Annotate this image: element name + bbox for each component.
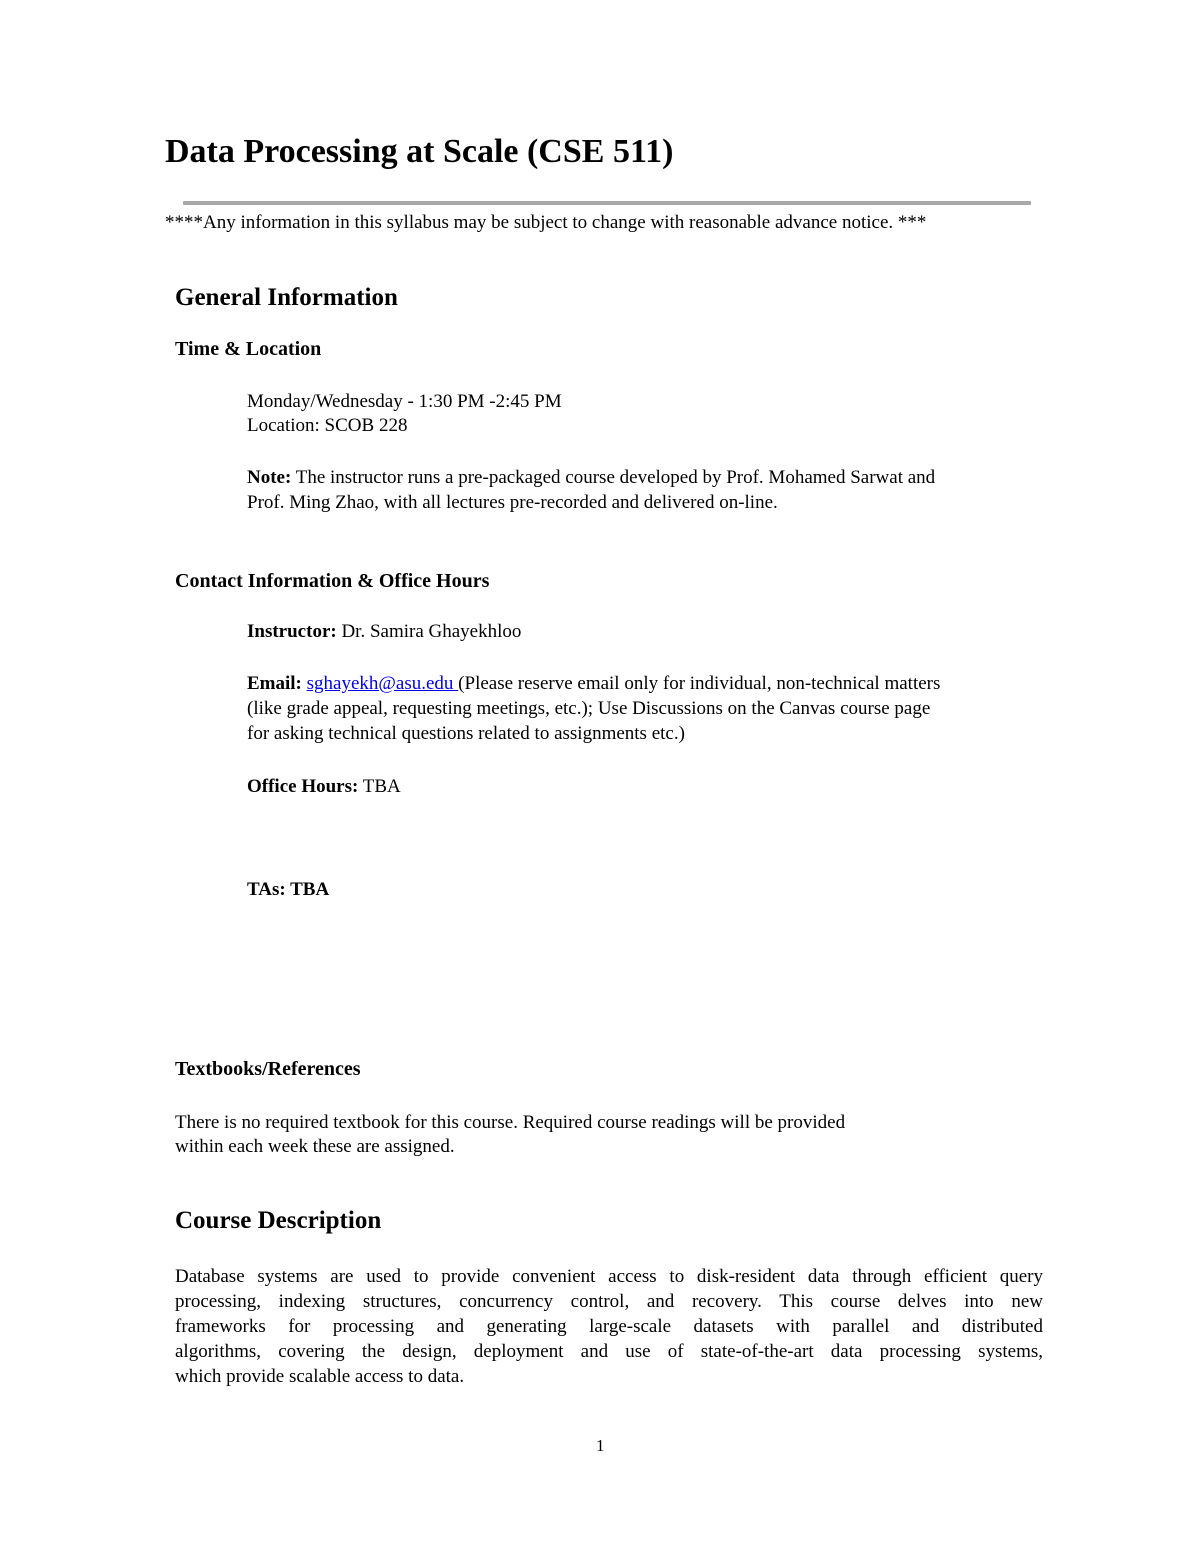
- office-hours-line: [247, 774, 401, 799]
- teaching-assistants: TAs: TBA: [247, 879, 330, 900]
- section-heading-course-description: Course Description: [175, 1207, 382, 1234]
- class-schedule: Monday/Wednesday - 1:30 PM -2:45 PM: [247, 391, 562, 412]
- course-note-line-2: Prof. Ming Zhao, with all lectures pre-recorded and delivered on-line.: [247, 492, 778, 513]
- office-hours-value: TBA: [358, 776, 401, 797]
- course-description-line: processing, indexing structures, concurrency control, and recovery. This course delves into new: [175, 1291, 1043, 1312]
- course-note-line-1: [247, 465, 935, 490]
- course-description-line: algorithms, covering the design, deployment and use of state-of-the-art data processing systems,: [175, 1341, 1043, 1362]
- class-location: Location: SCOB 228: [247, 415, 408, 436]
- email-line-3: for asking technical questions related to assignments etc.): [247, 723, 685, 744]
- email-link[interactable]: sghayekh@asu.edu: [306, 673, 459, 694]
- instructor-name: Dr. Samira Ghayekhloo: [336, 621, 522, 642]
- note-label: Note:: [247, 467, 292, 488]
- instructor-line: [247, 619, 521, 644]
- course-description-line: Database systems are used to provide convenient access to disk-resident data through efficient query: [175, 1266, 1043, 1287]
- page-title: Data Processing at Scale (CSE 511): [165, 133, 674, 170]
- course-description-line: which provide scalable access to data.: [175, 1366, 465, 1387]
- email-note-text: (Please reserve email only for individual, non-technical matters: [458, 673, 941, 694]
- subheading-contact-office-hours: Contact Information & Office Hours: [175, 570, 490, 592]
- textbooks-line-2: within each week these are assigned.: [175, 1136, 455, 1157]
- syllabus-notice: ****Any information in this syllabus may be subject to change with reasonable advance notice. ***: [165, 212, 927, 233]
- email-line-2: (like grade appeal, requesting meetings, etc.); Use Discussions on the Canvas course page: [247, 698, 931, 719]
- note-text: The instructor runs a pre-packaged course developed by Prof. Mohamed Sarwat and: [291, 467, 936, 488]
- instructor-label: Instructor:: [247, 621, 337, 642]
- subheading-textbooks-references: Textbooks/References: [175, 1058, 361, 1080]
- subheading-time-location: Time & Location: [175, 338, 322, 360]
- email-label: Email:: [247, 673, 302, 694]
- page-number: 1: [596, 1436, 605, 1455]
- office-hours-label: Office Hours:: [247, 776, 359, 797]
- course-description-paragraph: [175, 1264, 1043, 1389]
- section-heading-general-information: General Information: [175, 284, 398, 311]
- course-description-line: frameworks for processing and generating large-scale datasets with parallel and distributed: [175, 1316, 1043, 1337]
- textbooks-line-1: There is no required textbook for this course. Required course readings will be provided: [175, 1112, 846, 1133]
- title-divider: [183, 201, 1031, 205]
- email-line-1: [247, 671, 940, 696]
